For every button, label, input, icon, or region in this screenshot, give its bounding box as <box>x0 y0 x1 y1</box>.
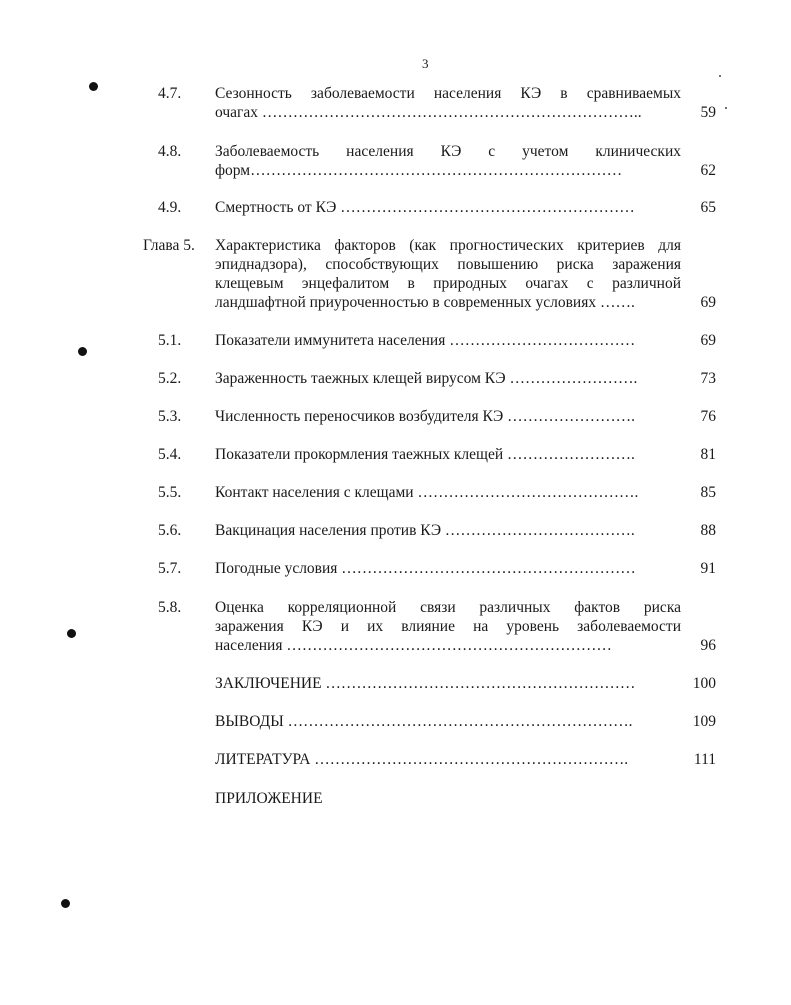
page-ref: 76 <box>700 408 716 425</box>
page-ref: 69 <box>700 294 716 311</box>
section-number: 5.6. <box>158 522 182 539</box>
page-ref: 100 <box>692 675 716 692</box>
scan-blot <box>78 347 87 356</box>
entry-title-line: ВЫВОДЫ …………………………………………………………. <box>215 713 633 730</box>
entry-title-line: Показатели иммунитета населения ……………………………… <box>215 332 636 349</box>
scan-speck <box>725 107 727 109</box>
section-number: 5.2. <box>158 370 182 387</box>
scan-speck <box>719 75 721 77</box>
scan-blot <box>89 82 98 91</box>
entry-title-line: эпиднадзора), способствующих повышению риска заражения <box>215 256 681 273</box>
section-number: 4.9. <box>158 199 182 216</box>
page-ref: 81 <box>700 446 716 463</box>
section-number: 5.7. <box>158 560 182 577</box>
entry-title-line: заражения КЭ и их влияние на уровень заболеваемости <box>215 618 681 635</box>
entry-title-line: Смертность от КЭ ………………………………………………… <box>215 199 635 216</box>
section-number: 5.4. <box>158 446 182 463</box>
entry-title-line: населения ……………………………………………………… <box>215 637 612 654</box>
entry-title-line: Зараженность таежных клещей вирусом КЭ ……………………. <box>215 370 638 387</box>
entry-title-line: Контакт населения с клещами ……………………………………. <box>215 484 639 501</box>
page-ref: 96 <box>700 637 716 654</box>
scan-blot <box>67 629 76 638</box>
section-number: 5.3. <box>158 408 182 425</box>
page-ref: 62 <box>700 162 716 179</box>
page-ref: 73 <box>700 370 716 387</box>
page-ref: 69 <box>700 332 716 349</box>
section-number: 4.7. <box>158 85 182 102</box>
page-number: 3 <box>422 56 429 71</box>
entry-title-line: ЗАКЛЮЧЕНИЕ …………………………………………………… <box>215 675 636 692</box>
section-number: 5.1. <box>158 332 182 349</box>
entry-title-line: Оценка корреляционной связи различных фактов риска <box>215 599 681 616</box>
scan-blot <box>61 899 70 908</box>
page-ref: 111 <box>693 751 716 768</box>
section-number: 5.5. <box>158 484 182 501</box>
page-ref: 88 <box>700 522 716 539</box>
entry-title-line: Сезонность заболеваемости населения КЭ в сравниваемых <box>215 85 681 102</box>
page-ref: 59 <box>700 104 716 121</box>
entry-title-line: ландшафтной приуроченностью в современных условиях ……. <box>215 294 635 311</box>
page-ref: 109 <box>692 713 716 730</box>
section-number: 5.8. <box>158 599 182 616</box>
entry-title-line: Численность переносчиков возбудителя КЭ ……………………. <box>215 408 636 425</box>
chapter-number: Глава 5. <box>143 237 195 254</box>
entry-title-line: Заболеваемость населения КЭ с учетом клинических <box>215 143 681 160</box>
entry-title-line: Характеристика факторов (как прогностических критериев для <box>215 237 681 254</box>
entry-title-line: клещевым энцефалитом в природных очагах с различной <box>215 275 681 292</box>
page-ref: 85 <box>700 484 716 501</box>
page-ref: 65 <box>700 199 716 216</box>
entry-title-line: очагах ……………………………………………………………….. <box>215 104 642 121</box>
entry-title-line: Погодные условия ………………………………………………… <box>215 560 636 577</box>
entry-title-line: форм……………………………………………………………… <box>215 162 623 179</box>
section-number: 4.8. <box>158 143 182 160</box>
entry-title-line: Показатели прокормления таежных клещей ……………………. <box>215 446 635 463</box>
entry-title-line: ЛИТЕРАТУРА ……………………………………………………. <box>215 751 629 768</box>
entry-title-line: Вакцинация населения против КЭ ………………………………. <box>215 522 635 539</box>
entry-title-line: ПРИЛОЖЕНИЕ <box>215 790 323 807</box>
page-ref: 91 <box>700 560 716 577</box>
